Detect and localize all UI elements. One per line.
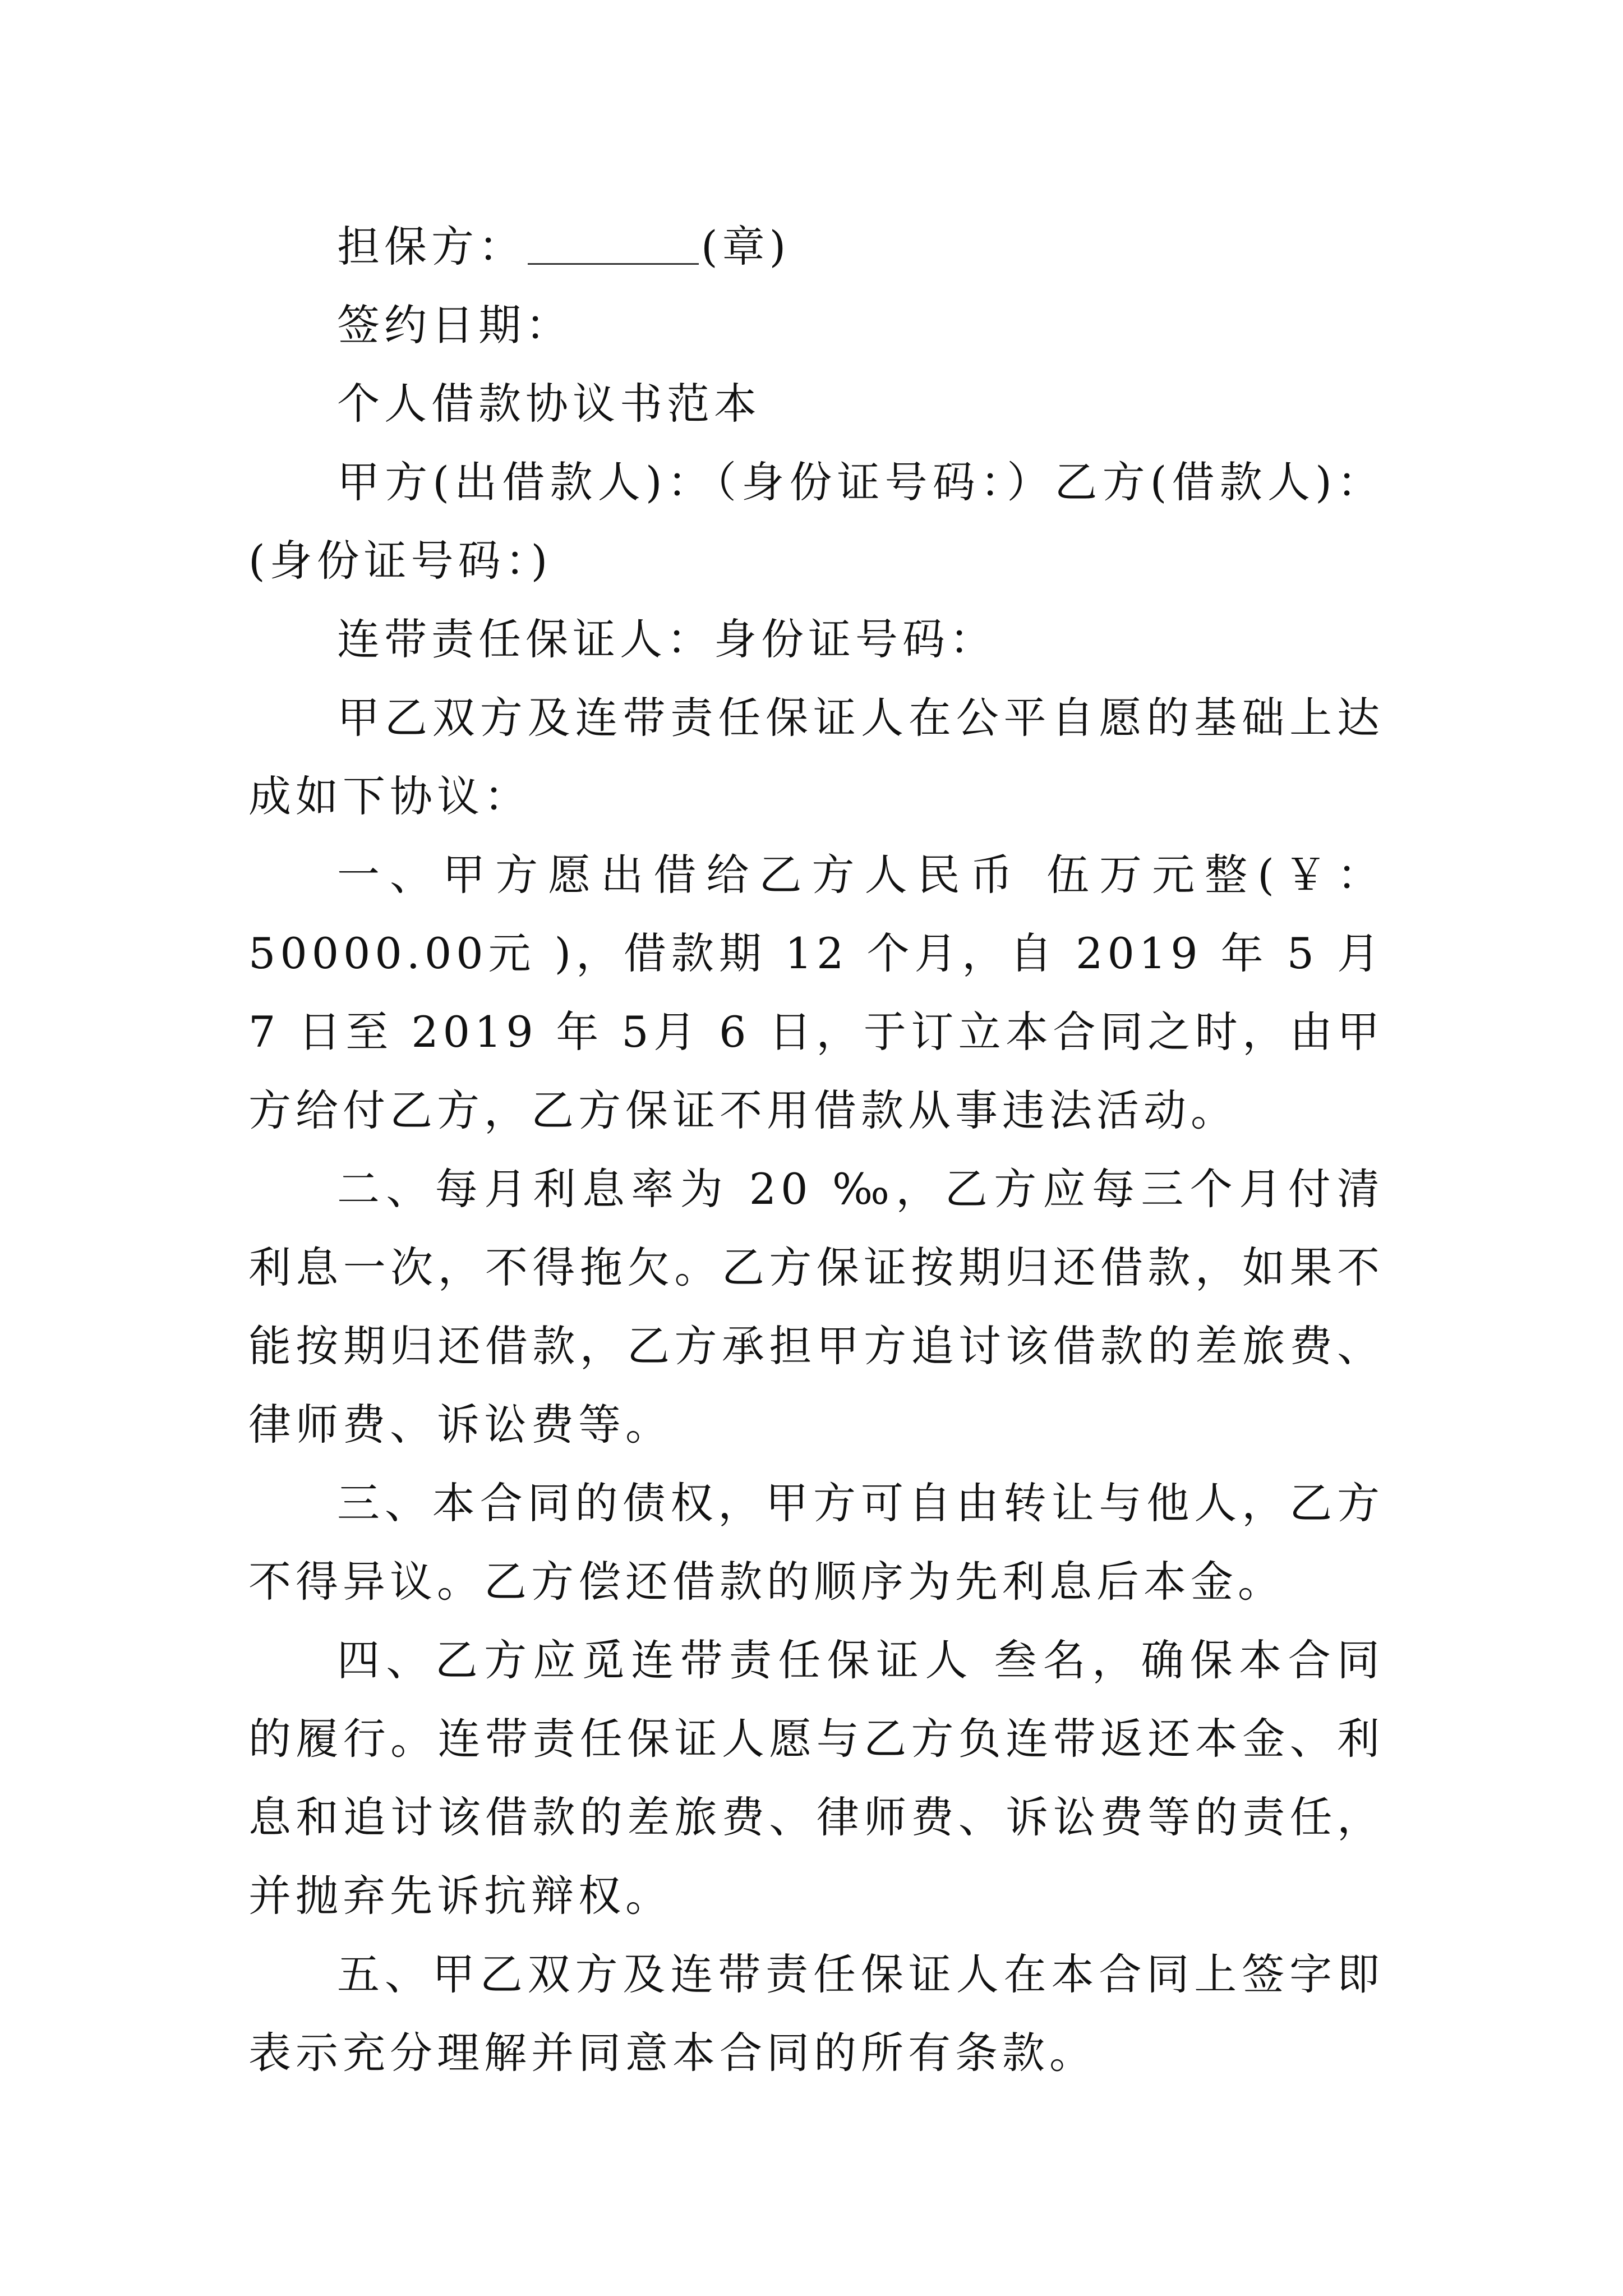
parties-paragraph: 甲方(出借款人)：（身份证号码：）乙方(借款人)：(身份证号码：)	[248, 457, 1384, 586]
guarantor-label: 担保方：	[337, 222, 525, 272]
guarantor-seal: (章)	[701, 222, 791, 272]
clause-4: 四、乙方应觅连带责任保证人 叁名，确保本合同的履行。连带责任保证人愿与乙方负连带返还本金、利息和追讨该借款的差旅费、律师费、诉讼费等的责任，并抛弃先诉抗辩权。	[248, 1635, 1384, 1921]
intro-paragraph: 甲乙双方及连带责任保证人在公平自愿的基础上达成如下协议：	[248, 693, 1384, 821]
clause-5: 五、甲乙双方及连带责任保证人在本合同上签字即表示充分理解并同意本合同的所有条款。	[248, 1949, 1384, 2078]
sign-date-line: 签约日期：	[337, 300, 573, 350]
guarantor-line	[248, 208, 1384, 286]
joint-guarantor-line: 连带责任保证人：身份证号码：	[337, 614, 997, 664]
clause-3: 三、本合同的债权，甲方可自由转让与他人，乙方不得异议。乙方偿还借款的顺序为先利息后本金。	[248, 1478, 1384, 1607]
clause-2: 二、每月利息率为 20 ‰，乙方应每三个月付清利息一次，不得拖欠。乙方保证按期归还借款，如果不能按期归还借款，乙方承担甲方追讨该借款的差旅费、律师费、诉讼费等。	[248, 1164, 1384, 1450]
clause-1: 一、甲方愿出借给乙方人民币 伍万元整(￥：50000.00元 )，借款期 12 个月，自 2019 年 5 月 7 日至 2019 年 5月 6 日，于订立本合同之时，由甲方给付乙方，乙方保证不用借款从事违法活动。	[248, 850, 1384, 1135]
guarantor-signature-blank	[528, 220, 699, 265]
document-body	[248, 208, 1384, 2092]
document-title: 个人借款协议书范本	[337, 379, 761, 429]
